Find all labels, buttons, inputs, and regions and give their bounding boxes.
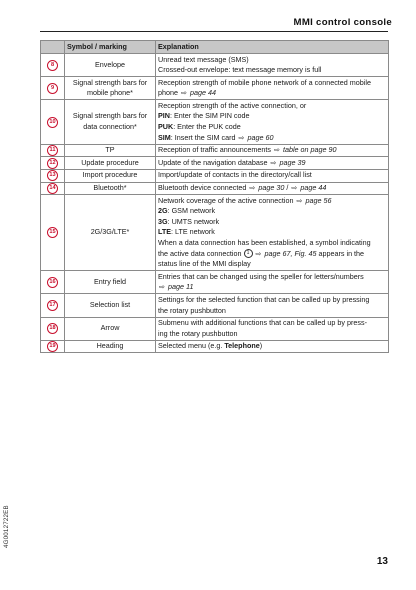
explanation-line (158, 101, 386, 112)
explanation-cell (156, 182, 389, 195)
page-header-title: MMI control console (293, 17, 392, 28)
arrow-right-icon: ⇨ (180, 88, 188, 98)
explanation-line (158, 306, 386, 317)
explanation-line (158, 318, 386, 329)
text-segment: the rotary pushbutton (158, 305, 226, 315)
explanation-line (158, 196, 386, 207)
text-segment: When a data connection has been established, a symbol indicating (158, 238, 371, 247)
symbol-cell: Entry field (65, 271, 156, 294)
bold-term: 2G (158, 206, 168, 216)
arrow-right-icon: ⇨ (270, 157, 277, 167)
text-segment: ing the rotary pushbutton (158, 328, 238, 338)
explanation-line (158, 295, 386, 306)
explanation-line (158, 65, 386, 76)
explanation-line (158, 122, 386, 133)
header-divider (40, 31, 388, 32)
text-segment: Reception strength of the active connection, or (158, 100, 307, 110)
explanation-line (158, 341, 386, 352)
text-segment: ) (259, 341, 263, 351)
row-number-cell (41, 144, 65, 157)
bold-term: SIM (158, 132, 171, 142)
symbol-cell: 2G/3G/LTE* (65, 195, 156, 271)
arrow-right-icon: ⇨ (255, 248, 262, 258)
callout-number-badge: 11 (47, 145, 58, 156)
symbol-cell: Envelope (65, 54, 156, 77)
explanation-line (158, 145, 386, 156)
table-row (41, 157, 389, 170)
arrow-right-icon: ⇨ (273, 145, 280, 155)
explanation-line (158, 217, 386, 228)
explanation-cell (156, 271, 389, 294)
callout-number-inline: 1 (244, 249, 253, 258)
table-row (41, 340, 389, 353)
table-row (41, 294, 389, 317)
bold-term: PUK (158, 122, 174, 132)
page-reference: page 44 (300, 183, 327, 193)
callout-number-badge: 8 (47, 60, 58, 71)
text-segment: : GSM network (167, 206, 216, 216)
table-body (41, 54, 389, 353)
row-number-cell (41, 195, 65, 271)
explanation-line (158, 272, 386, 283)
explanation-line (158, 133, 386, 144)
explanation-line (158, 88, 386, 99)
callout-number-badge: 19 (47, 341, 58, 352)
symbol-cell: Arrow (65, 317, 156, 340)
symbol-explanation-table (40, 40, 389, 353)
symbol-cell: TP (65, 144, 156, 157)
symbol-cell: Import procedure (65, 169, 156, 182)
arrow-right-icon: ⇨ (296, 195, 303, 205)
callout-number-badge: 16 (47, 277, 58, 288)
explanation-line (158, 111, 386, 122)
page-reference: page 39 (279, 157, 306, 167)
row-number-cell (41, 271, 65, 294)
explanation-line (158, 329, 386, 340)
bold-term: 3G (158, 216, 168, 226)
bold-term: Telephone (224, 341, 260, 351)
bold-term: PIN (158, 111, 170, 121)
column-header-symbol: Symbol / marking (65, 41, 156, 54)
text-segment: Crossed-out envelope: text message memory is full (158, 65, 322, 75)
text-segment: : Enter the SIM PIN code (169, 111, 250, 121)
text-segment: phone (158, 88, 180, 98)
row-number-cell (41, 294, 65, 317)
symbol-cell: Bluetooth* (65, 182, 156, 195)
symbol-cell: Selection list (65, 294, 156, 317)
text-segment: status line of the MMI display (158, 259, 251, 269)
explanation-cell (156, 54, 389, 77)
table-row (41, 144, 389, 157)
row-number-cell (41, 317, 65, 340)
column-header-explanation: Explanation (156, 41, 389, 54)
bold-term: LTE (158, 227, 172, 237)
callout-number-badge: 13 (47, 170, 58, 181)
explanation-cell (156, 100, 389, 144)
row-number-cell (41, 100, 65, 144)
text-segment: / (284, 183, 291, 193)
table-row (41, 54, 389, 77)
explanation-cell (156, 340, 389, 353)
table-header-row (41, 41, 389, 54)
explanation-line (158, 158, 386, 169)
callout-number-badge: 10 (47, 117, 58, 128)
explanation-cell (156, 294, 389, 317)
text-segment: : LTE network (171, 227, 215, 237)
table-row (41, 271, 389, 294)
document-code: 4G0012722EB (3, 505, 10, 548)
row-number-cell (41, 77, 65, 100)
explanation-cell (156, 195, 389, 271)
page-reference: table on page 90 (282, 145, 337, 155)
explanation-line (158, 227, 386, 238)
table-row (41, 317, 389, 340)
page-reference: page 67, Fig. 45 (264, 248, 317, 258)
text-segment: Settings for the selected function that can be called up by pressing (158, 294, 370, 304)
explanation-cell (156, 77, 389, 100)
page-reference: page 30 (258, 183, 285, 193)
text-segment: Reception strength of mobile phone network of a connected mobile (158, 77, 371, 87)
callout-number-badge: 15 (47, 227, 58, 238)
text-segment: Entries that can be changed using the speller for letters/numbers (158, 271, 364, 281)
arrow-right-icon: ⇨ (238, 132, 245, 142)
table-row (41, 195, 389, 271)
arrow-right-icon: ⇨ (291, 183, 298, 193)
explanation-line (158, 170, 386, 181)
symbol-cell: Heading (65, 340, 156, 353)
symbol-cell: Signal strength bars for mobile phone* (65, 77, 156, 100)
page-reference: page 60 (247, 132, 274, 142)
row-number-cell (41, 340, 65, 353)
explanation-line (158, 282, 386, 293)
explanation-cell (156, 169, 389, 182)
column-header-number (41, 41, 65, 54)
page-reference: page 11 (168, 282, 194, 292)
row-number-cell (41, 182, 65, 195)
text-segment (253, 249, 255, 258)
table-row (41, 77, 389, 100)
symbol-cell: Update procedure (65, 157, 156, 170)
callout-number-badge: 14 (47, 183, 58, 194)
callout-number-badge: 12 (47, 158, 58, 169)
text-segment: Submenu with additional functions that can be called up by press- (158, 318, 367, 328)
text-segment: Network coverage of the active connection (158, 195, 296, 205)
text-segment: appears in the (316, 248, 365, 258)
explanation-cell (156, 157, 389, 170)
text-segment: the active data connection (158, 248, 244, 258)
text-segment: : Enter the PUK code (173, 122, 241, 132)
explanation-line (158, 259, 386, 270)
text-segment: : UMTS network (167, 216, 220, 226)
symbol-cell: Signal strength bars for data connection* (65, 100, 156, 144)
explanation-cell (156, 317, 389, 340)
page-number: 13 (376, 556, 388, 567)
explanation-line (158, 249, 386, 260)
table-row (41, 169, 389, 182)
explanation-line (158, 238, 386, 249)
page-reference: page 44 (190, 88, 216, 98)
explanation-line (158, 183, 386, 194)
callout-number-badge: 18 (47, 323, 58, 334)
callout-number-badge: 9 (47, 83, 58, 94)
text-segment: : Insert the SIM card (170, 132, 238, 142)
row-number-cell (41, 54, 65, 77)
text-segment: Import/update of contacts in the directory/call list (158, 170, 312, 180)
arrow-right-icon: ⇨ (159, 282, 166, 292)
text-segment: Selected menu (e.g. (158, 341, 225, 351)
page-reference: page 56 (305, 195, 332, 205)
arrow-right-icon: ⇨ (249, 183, 256, 193)
callout-number-badge: 17 (47, 300, 58, 311)
explanation-line (158, 78, 386, 89)
table-row (41, 100, 389, 144)
row-number-cell (41, 157, 65, 170)
text-segment: Reception of traffic announcements (158, 145, 273, 155)
explanation-line (158, 55, 386, 66)
text-segment: Unread text message (SMS) (158, 54, 249, 64)
explanation-cell (156, 144, 389, 157)
explanation-line (158, 206, 386, 217)
text-segment: Update of the navigation database (158, 157, 270, 167)
table-row (41, 182, 389, 195)
row-number-cell (41, 169, 65, 182)
text-segment: Bluetooth device connected (158, 183, 249, 193)
